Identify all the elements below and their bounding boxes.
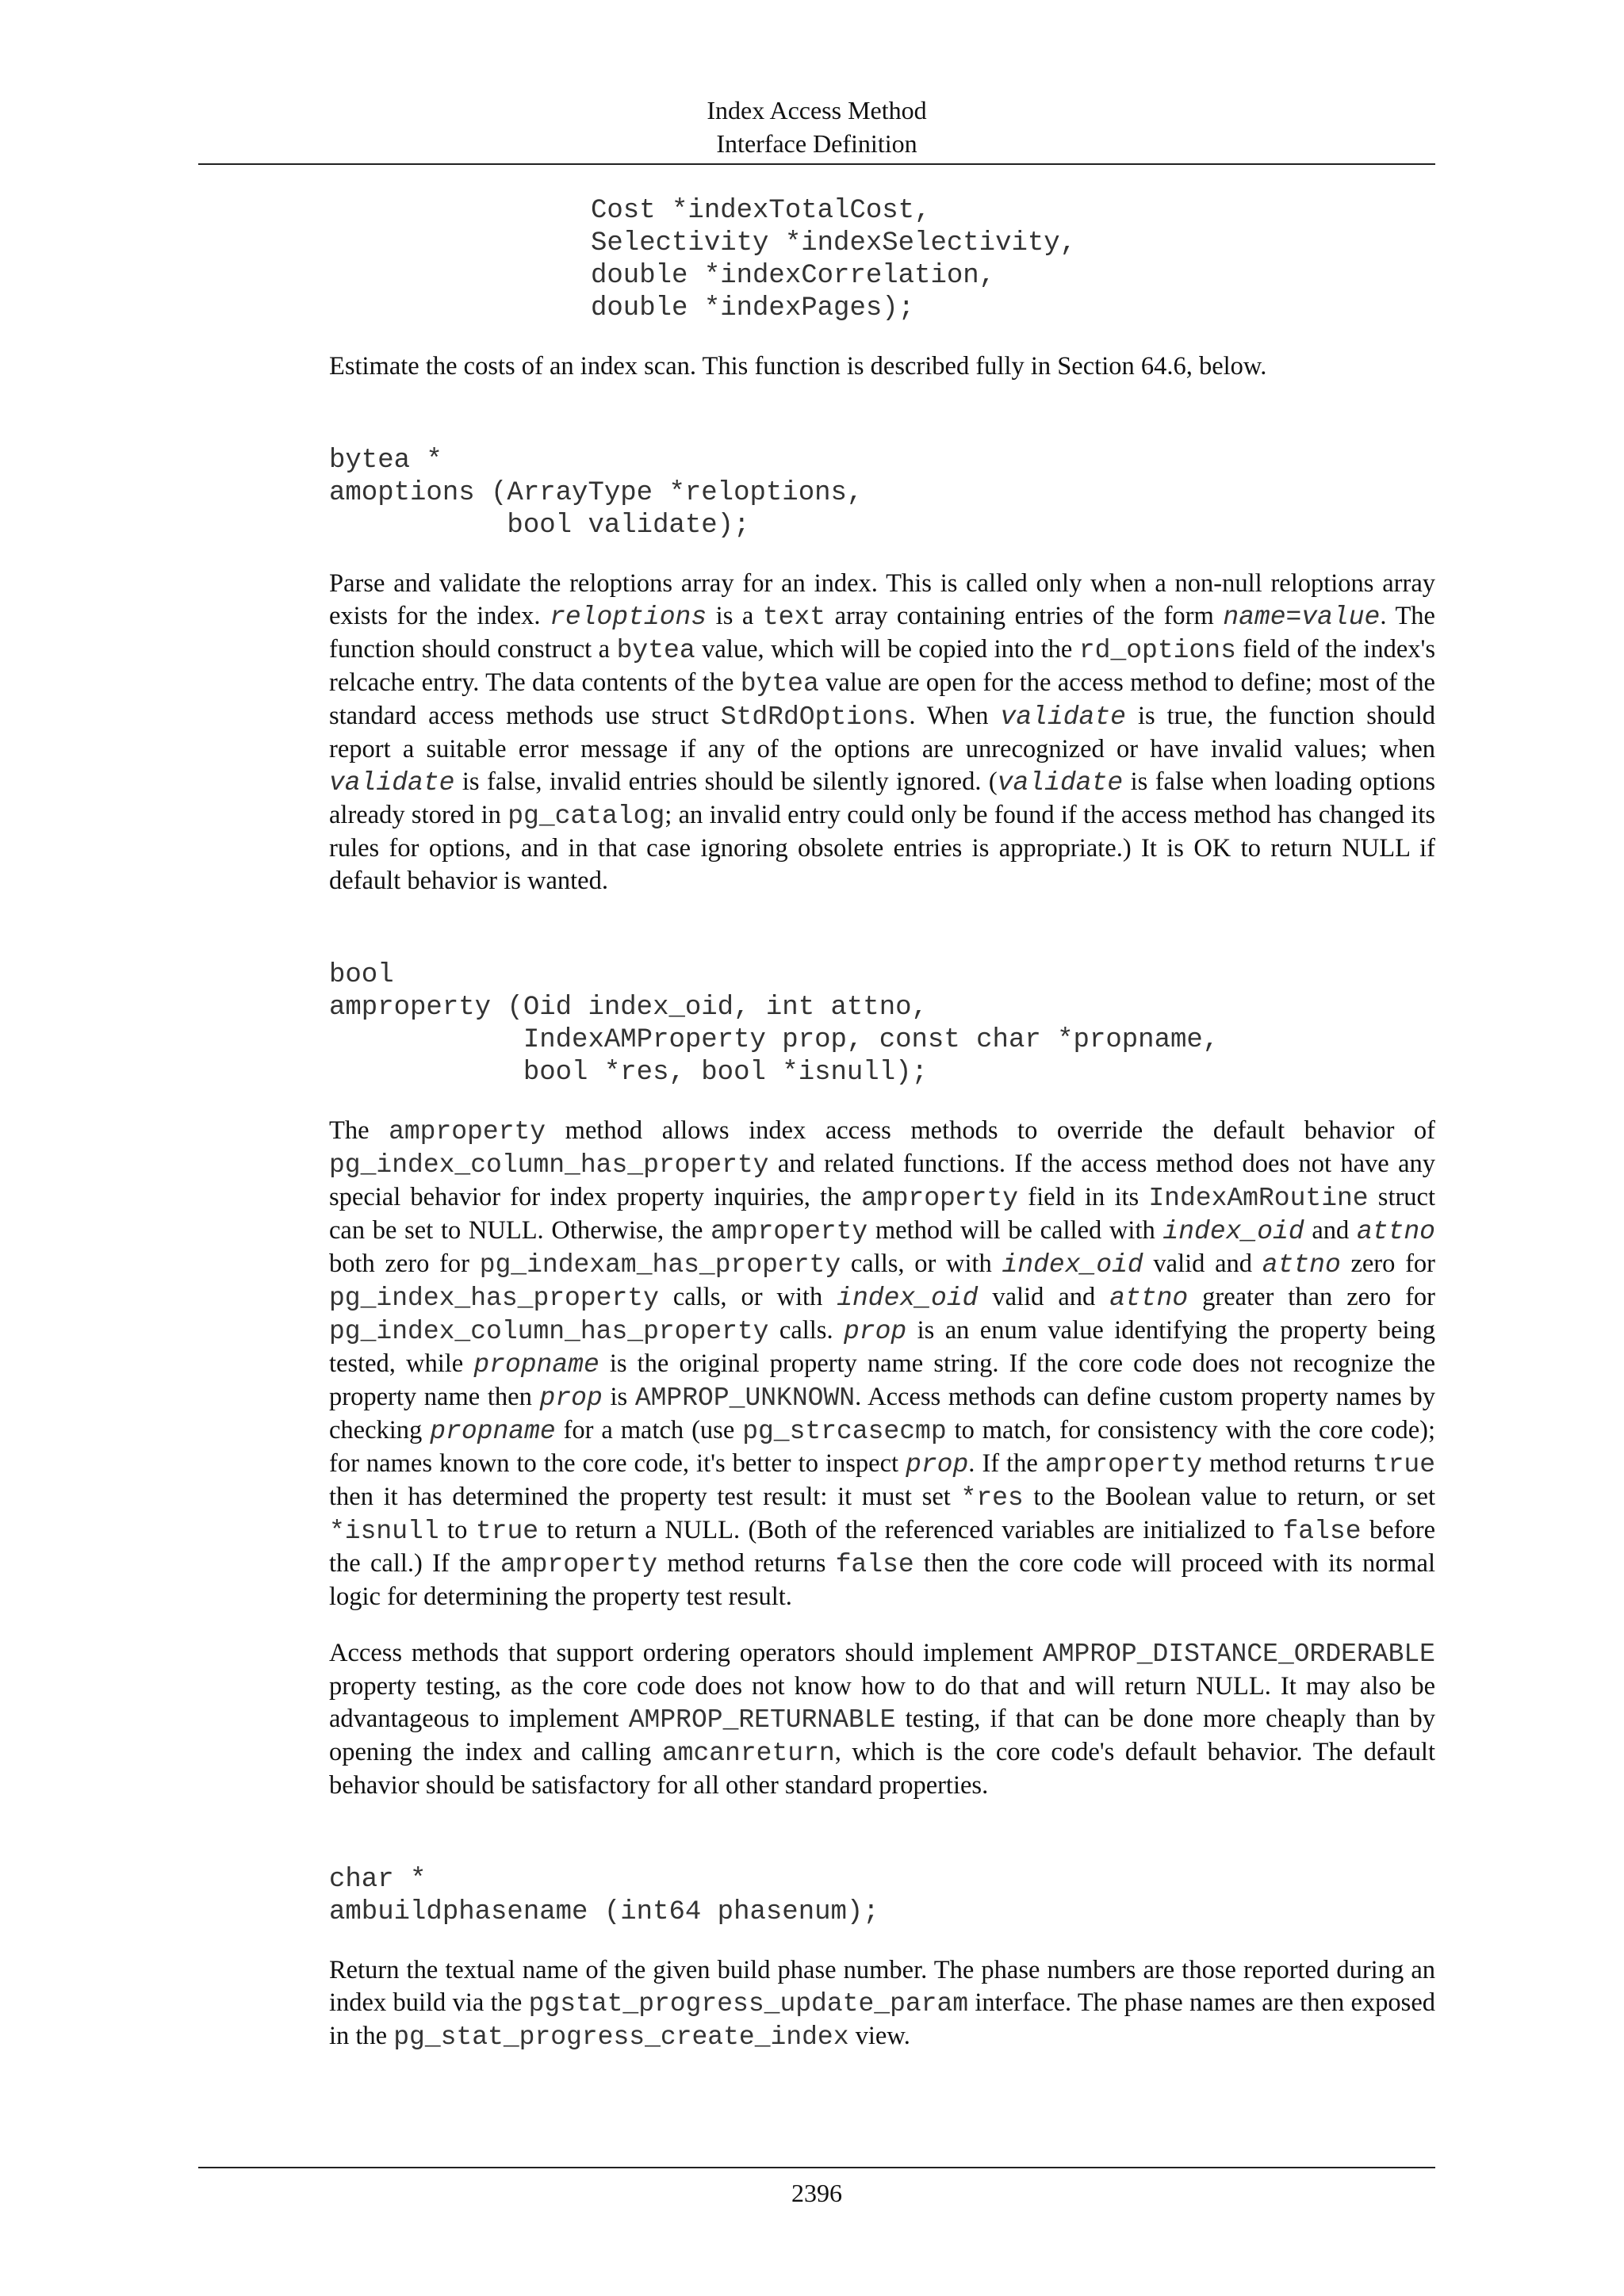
amproperty-ordering-description (329, 1637, 1435, 1802)
code-literal: pg_index_column_has_property (329, 1150, 769, 1180)
parameter-name: validate (1000, 702, 1126, 732)
text-run: field in its (1018, 1183, 1149, 1211)
text-run: is (602, 1383, 635, 1411)
parameter-name: attno (1109, 1284, 1189, 1313)
text-run: zero for (1340, 1249, 1435, 1278)
code-literal: AMPROP_UNKNOWN (634, 1383, 856, 1413)
code-literal: pg_index_column_has_property (329, 1317, 769, 1346)
text-run: array containing entries of the form (825, 602, 1224, 630)
page-number: 2396 (791, 2179, 842, 2207)
cost-signature-tail (329, 195, 1435, 325)
text-run: struct can be set to NULL. Otherwise, the (329, 1183, 1436, 1245)
text-run: value are open for the access method to define; most of the standard access methods use struct (329, 668, 1435, 730)
text-run: for a match (use (555, 1416, 743, 1445)
text-run: greater than zero for (1188, 1283, 1435, 1311)
text-run: . If the (968, 1449, 1045, 1478)
cost-estimate-description: Estimate the costs of an index scan. This function is described fully in Section 64.6, below. (329, 352, 1267, 381)
parameter-name: prop (906, 1450, 969, 1479)
parameter-name: attno (1262, 1250, 1341, 1280)
text-run: calls, or with (841, 1249, 1002, 1278)
text-run: then the core code will proceed with its normal logic for determining the property test result. (329, 1549, 1435, 1611)
footer-rule (198, 2167, 1435, 2168)
text-run: valid and (1143, 1249, 1262, 1278)
parameter-name: reloptions (550, 603, 707, 632)
text-run: . When (909, 702, 1001, 730)
text-run: method returns (657, 1549, 836, 1578)
code-literal: pg_stat_progress_create_index (393, 2022, 849, 2052)
parameter-name: prop (539, 1383, 603, 1413)
text-run: valid and (978, 1283, 1110, 1311)
code-literal: false (1282, 1517, 1362, 1546)
code-literal: amproperty (861, 1184, 1019, 1213)
ambuildphasename-signature: char * ambuildphasename (int64 phasenum); (329, 1865, 879, 1927)
code-line: double *indexCorrelation, (591, 261, 996, 291)
text-run: is an enum value identifying the property being tested, while (329, 1316, 1436, 1378)
code-literal: text (762, 603, 826, 632)
text-run: is false, invalid entries should be silently ignored. ( (454, 767, 998, 796)
parameter-name: validate (997, 768, 1124, 798)
code-literal: rd_options (1078, 636, 1236, 665)
code-literal: pg_indexam_has_property (479, 1250, 841, 1280)
text-run: to (439, 1516, 476, 1544)
text-run: Access methods that support ordering operators should implement (329, 1639, 1043, 1667)
amproperty-signature: bool amproperty (Oid index_oid, int attno, IndexAMProperty prop, const char *propname, bool *res, bool *isnull); (329, 960, 1220, 1088)
text-run: and (1304, 1216, 1357, 1245)
code-literal: AMPROP_DISTANCE_ORDERABLE (1042, 1640, 1435, 1669)
code-literal: amcanreturn (661, 1739, 835, 1768)
code-literal: pgstat_progress_update_param (528, 1989, 969, 2019)
code-literal: true (1372, 1450, 1436, 1479)
text-run: before the call.) If the (329, 1516, 1436, 1578)
text-run: is true, the function should report a suitable error message if any of the options are unrecognized or have invalid values; when (329, 702, 1435, 763)
text-run: ; an invalid entry could only be found if the access method has changed its rules for options, and in that case ignoring obsolete entries is appropriate.) It is OK to return NULL if default behavior is wanted. (329, 801, 1435, 895)
code-literal: = (1285, 603, 1302, 632)
code-literal: StdRdOptions (720, 702, 910, 732)
code-literal: pg_index_has_property (329, 1284, 659, 1313)
code-literal: amproperty (500, 1550, 658, 1579)
text-run: method allows index access methods to override the default behavior of (546, 1116, 1436, 1145)
parameter-name: index_oid (1002, 1250, 1143, 1280)
code-literal: *res (960, 1483, 1024, 1513)
code-line: Selectivity *indexSelectivity, (591, 228, 1077, 258)
running-header (198, 94, 1435, 160)
code-literal: *isnull (329, 1517, 439, 1546)
text-run: both zero for (329, 1249, 480, 1278)
header-rule (198, 163, 1435, 165)
code-literal: IndexAmRoutine (1148, 1184, 1369, 1213)
code-literal: true (475, 1517, 539, 1546)
text-run: then it has determined the property test result: it must set (329, 1483, 961, 1511)
parameter-name: propname (430, 1417, 556, 1446)
text-run: calls, or with (658, 1283, 837, 1311)
parameter-name: validate (329, 768, 455, 798)
header-subtitle: Interface Definition (716, 129, 917, 158)
parameter-name: attno (1356, 1217, 1435, 1246)
code-literal: pg_catalog (508, 802, 665, 831)
code-literal: amproperty (389, 1117, 546, 1146)
code-line: Cost *indexTotalCost, (591, 196, 931, 226)
text-run: calls. (768, 1316, 844, 1345)
text-run: is a (707, 602, 763, 630)
text-run: Parse and validate the reloptions array for an index. This is called only when a non-null reloptions array exists for the index. (329, 569, 1435, 630)
text-run: view. (848, 2022, 910, 2050)
header-title: Index Access Method (707, 96, 927, 124)
parameter-name: propname (473, 1350, 599, 1380)
text-run: field of the index's relcache entry. The data contents of the (329, 635, 1435, 697)
code-literal: amproperty (710, 1217, 868, 1246)
text-run: testing, if that can be done more cheaply than by opening the index and calling (329, 1705, 1435, 1766)
code-literal: false (835, 1550, 914, 1579)
parameter-name: index_oid (1162, 1217, 1304, 1246)
code-line: double *indexPages); (591, 293, 915, 323)
code-literal: pg_strcasecmp (742, 1417, 947, 1446)
text-run: to the Boolean value to return, or set (1023, 1483, 1435, 1511)
amproperty-description (329, 1115, 1435, 1613)
text-run: is false when loading options already stored in (329, 767, 1435, 829)
text-run: , which is the core code's default behavior. The default behavior should be satisfactory for all other standard properties. (329, 1738, 1435, 1800)
text-run: method will be called with (868, 1216, 1163, 1245)
text-run: The (329, 1116, 389, 1145)
ambuildphasename-description (329, 1954, 1435, 2053)
text-run: value, which will be copied into the (695, 635, 1079, 664)
text-run: is the original property name string. If the core code does not recognize the property name then (329, 1349, 1435, 1411)
code-literal: AMPROP_RETURNABLE (628, 1705, 896, 1735)
parameter-name: prop (844, 1317, 907, 1346)
text-run: property testing, as the core code does not know how to do that and will return NULL. It may also be advantageous to implement (329, 1672, 1435, 1733)
parameter-name: value (1301, 603, 1381, 632)
page-body (329, 195, 1435, 2053)
parameter-name: name (1223, 603, 1286, 632)
code-literal: bytea (740, 669, 819, 698)
text-run: to return a NULL. (Both of the referenced variables are initialized to (538, 1516, 1283, 1544)
code-literal: amproperty (1044, 1450, 1202, 1479)
text-run: and related functions. If the access method does not have any special behavior for index property inquiries, the (329, 1150, 1435, 1211)
text-run: method returns (1201, 1449, 1373, 1478)
text-run: . The function should construct a (329, 602, 1435, 664)
text-run: interface. The phase names are then exposed in the (329, 1988, 1435, 2050)
text-run: to match, for consistency with the core code); for names known to the core code, it's better to inspect (329, 1416, 1435, 1478)
text-run: . Access methods can define custom property names by checking (329, 1383, 1435, 1445)
parameter-name: index_oid (837, 1284, 979, 1313)
text-run: Return the textual name of the given build phase number. The phase numbers are those reported during an index build via the (329, 1956, 1435, 2017)
amoptions-signature: bytea * amoptions (ArrayType *reloptions, bool validate); (329, 446, 864, 541)
amoptions-description (329, 568, 1435, 897)
code-literal: bytea (616, 636, 695, 665)
